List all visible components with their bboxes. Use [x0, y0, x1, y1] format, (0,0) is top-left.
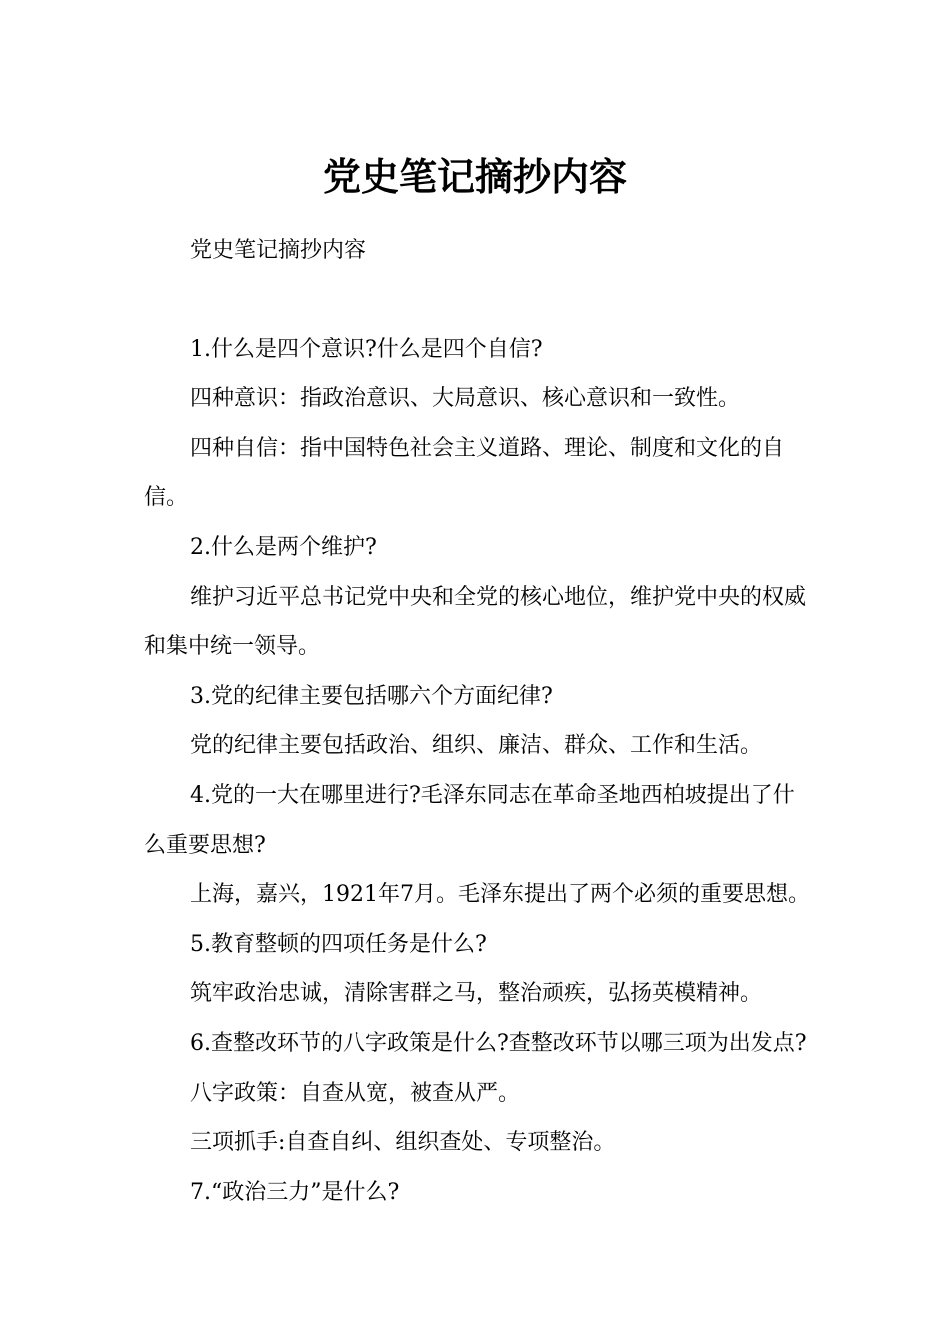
- paragraph-a6-policy: 八字政策：自查从宽，被查从严。: [190, 1080, 521, 1106]
- paragraph-a1-confidence: 四种自信：指中国特色社会主义道路、理论、制度和文化的自信。: [144, 435, 785, 511]
- paragraph-a1-awareness: 四种意识：指政治意识、大局意识、核心意识和一致性。: [190, 386, 741, 412]
- paragraph-q7: 7.“政治三力”是什么?: [190, 1179, 400, 1205]
- paragraph-a5: 筑牢政治忠诚，清除害群之马，整治顽疾，弘扬英模精神。: [190, 981, 763, 1007]
- paragraph-subtitle: 党史笔记摘抄内容: [190, 238, 367, 263]
- document-title: 党史笔记摘抄内容: [322, 155, 627, 200]
- paragraph-a4: 上海，嘉兴，1921年7月。毛泽东提出了两个必须的重要思想。: [190, 882, 810, 908]
- paragraph-a2: 维护习近平总书记党中央和全党的核心地位，维护党中央的权威和集中统一领导。: [144, 584, 807, 660]
- paragraph-q3: 3.党的纪律主要包括哪六个方面纪律?: [190, 683, 553, 709]
- paragraph-q2: 2.什么是两个维护?: [190, 534, 377, 560]
- blank-line: [144, 276, 814, 325]
- paragraph-q5: 5.教育整顿的四项任务是什么?: [190, 931, 487, 957]
- paragraph-a3: 党的纪律主要包括政治、组织、廉洁、群众、工作和生活。: [190, 733, 763, 759]
- document-body: [144, 226, 814, 1217]
- paragraph-q6: 6.查整改环节的八字政策是什么?查整改环节以哪三项为出发点?: [190, 1030, 807, 1056]
- paragraph-a6-measures: 三项抓手:自查自纠、组织查处、专项整治。: [190, 1130, 616, 1156]
- paragraph-q4: 4.党的一大在哪里进行?毛泽东同志在革命圣地西柏坡提出了什么重要思想?: [144, 782, 795, 858]
- paragraph-q1: 1.什么是四个意识?什么是四个自信?: [190, 336, 543, 362]
